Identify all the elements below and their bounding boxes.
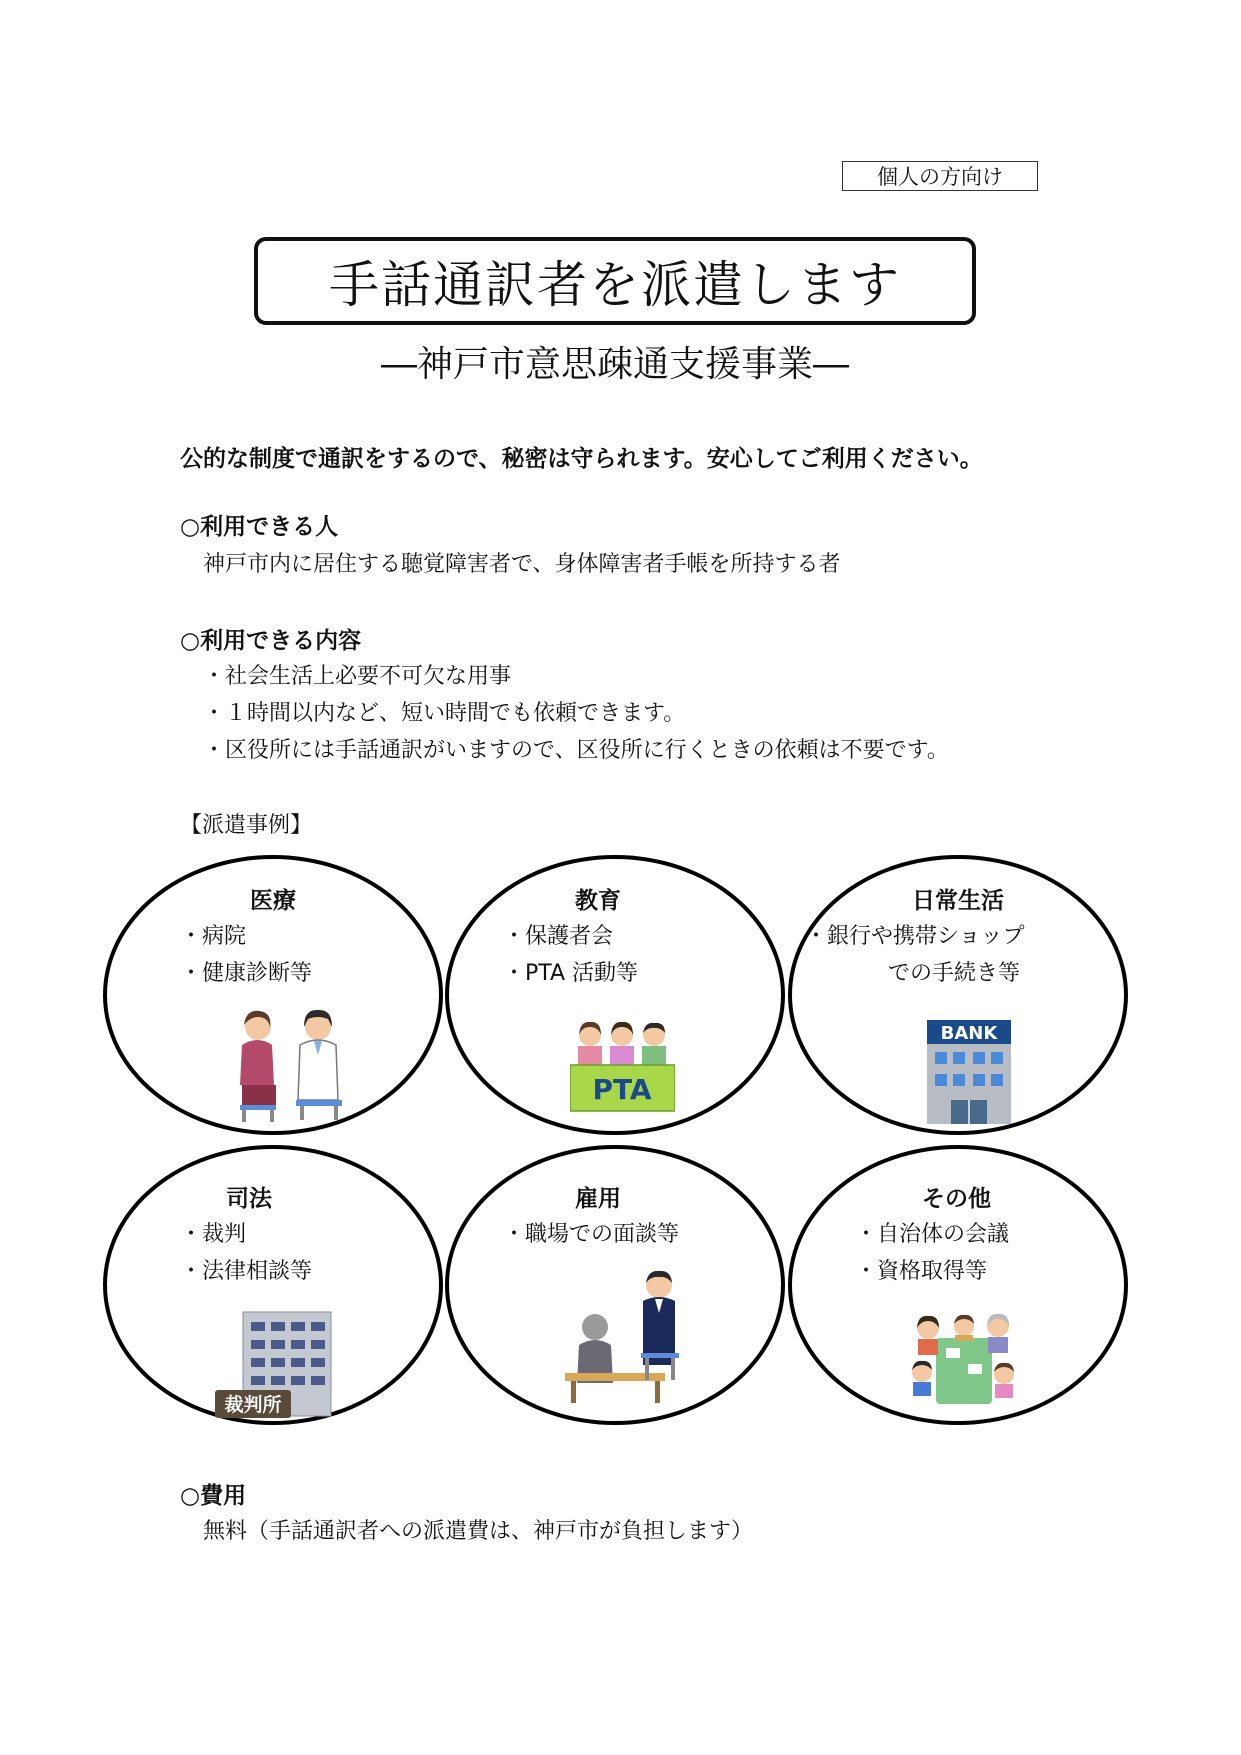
pta-sign-label: PTA <box>592 1073 652 1106</box>
case-item: ・裁判 <box>180 1222 247 1247</box>
case-title-other: その他 <box>922 1186 991 1212</box>
pta-meeting-illustration <box>570 1015 675 1115</box>
case-item: での手続き等 <box>888 961 1021 986</box>
case-item: ・PTA 活動等 <box>503 961 639 986</box>
case-title-justice: 司法 <box>226 1186 272 1212</box>
content-item: ・ 区役所には手話通訳がいますので、区役所に行くときの依頼は不要です。 <box>203 733 949 764</box>
case-item: ・保護者会 <box>503 924 614 949</box>
case-title-daily-life: 日常生活 <box>912 888 1004 914</box>
cost-text: 無料（手話通訳者への派遣費は、神戸市が負担します） <box>203 1519 754 1544</box>
case-item: ・資格取得等 <box>855 1259 988 1284</box>
courthouse-sign-label: 裁判所 <box>224 1394 282 1416</box>
case-title-education: 教育 <box>575 888 621 914</box>
audience-tag: 個人の方向け <box>842 161 1038 191</box>
lead-text: 公的な制度で通訳をするので、秘密は守られます。安心してご利用ください。 <box>180 446 983 472</box>
eligible-heading: ○利用できる人 <box>180 514 339 540</box>
bank-building-illustration <box>925 1018 1013 1126</box>
examples-heading: 【派遣事例】 <box>180 813 313 838</box>
case-item: ・自治体の会議 <box>855 1222 1010 1247</box>
doctor-consultation-illustration <box>228 1005 348 1125</box>
case-item: ・病院 <box>180 924 247 949</box>
case-title-employment: 雇用 <box>575 1186 621 1212</box>
case-item: ・銀行や携帯ショップ <box>805 924 1025 949</box>
content-item: ・ 社会生活上必要不可欠な用事 <box>203 659 511 690</box>
job-interview-illustration <box>563 1265 683 1405</box>
eligible-text: 神戸市内に居住する聴覚障害者で、身体障害者手帳を所持する者 <box>203 552 841 577</box>
page-subtitle: ―神戸市意思疎通支援事業― <box>380 344 849 385</box>
page-title: 手話通訳者を派遣します <box>254 237 976 325</box>
group-meeting-illustration <box>908 1308 1018 1418</box>
case-item: ・法律相談等 <box>180 1259 313 1284</box>
cost-heading: ○費用 <box>180 1483 247 1509</box>
case-item: ・職場での面談等 <box>503 1222 680 1247</box>
content-item: ・ １時間以内など、短い時間でも依頼できます。 <box>203 696 685 727</box>
bank-sign-label: BANK <box>940 1023 998 1044</box>
courthouse-illustration <box>213 1310 335 1420</box>
content-heading: ○利用できる内容 <box>180 628 362 654</box>
case-item: ・健康診断等 <box>180 961 313 986</box>
case-title-medical: 医療 <box>250 888 296 914</box>
